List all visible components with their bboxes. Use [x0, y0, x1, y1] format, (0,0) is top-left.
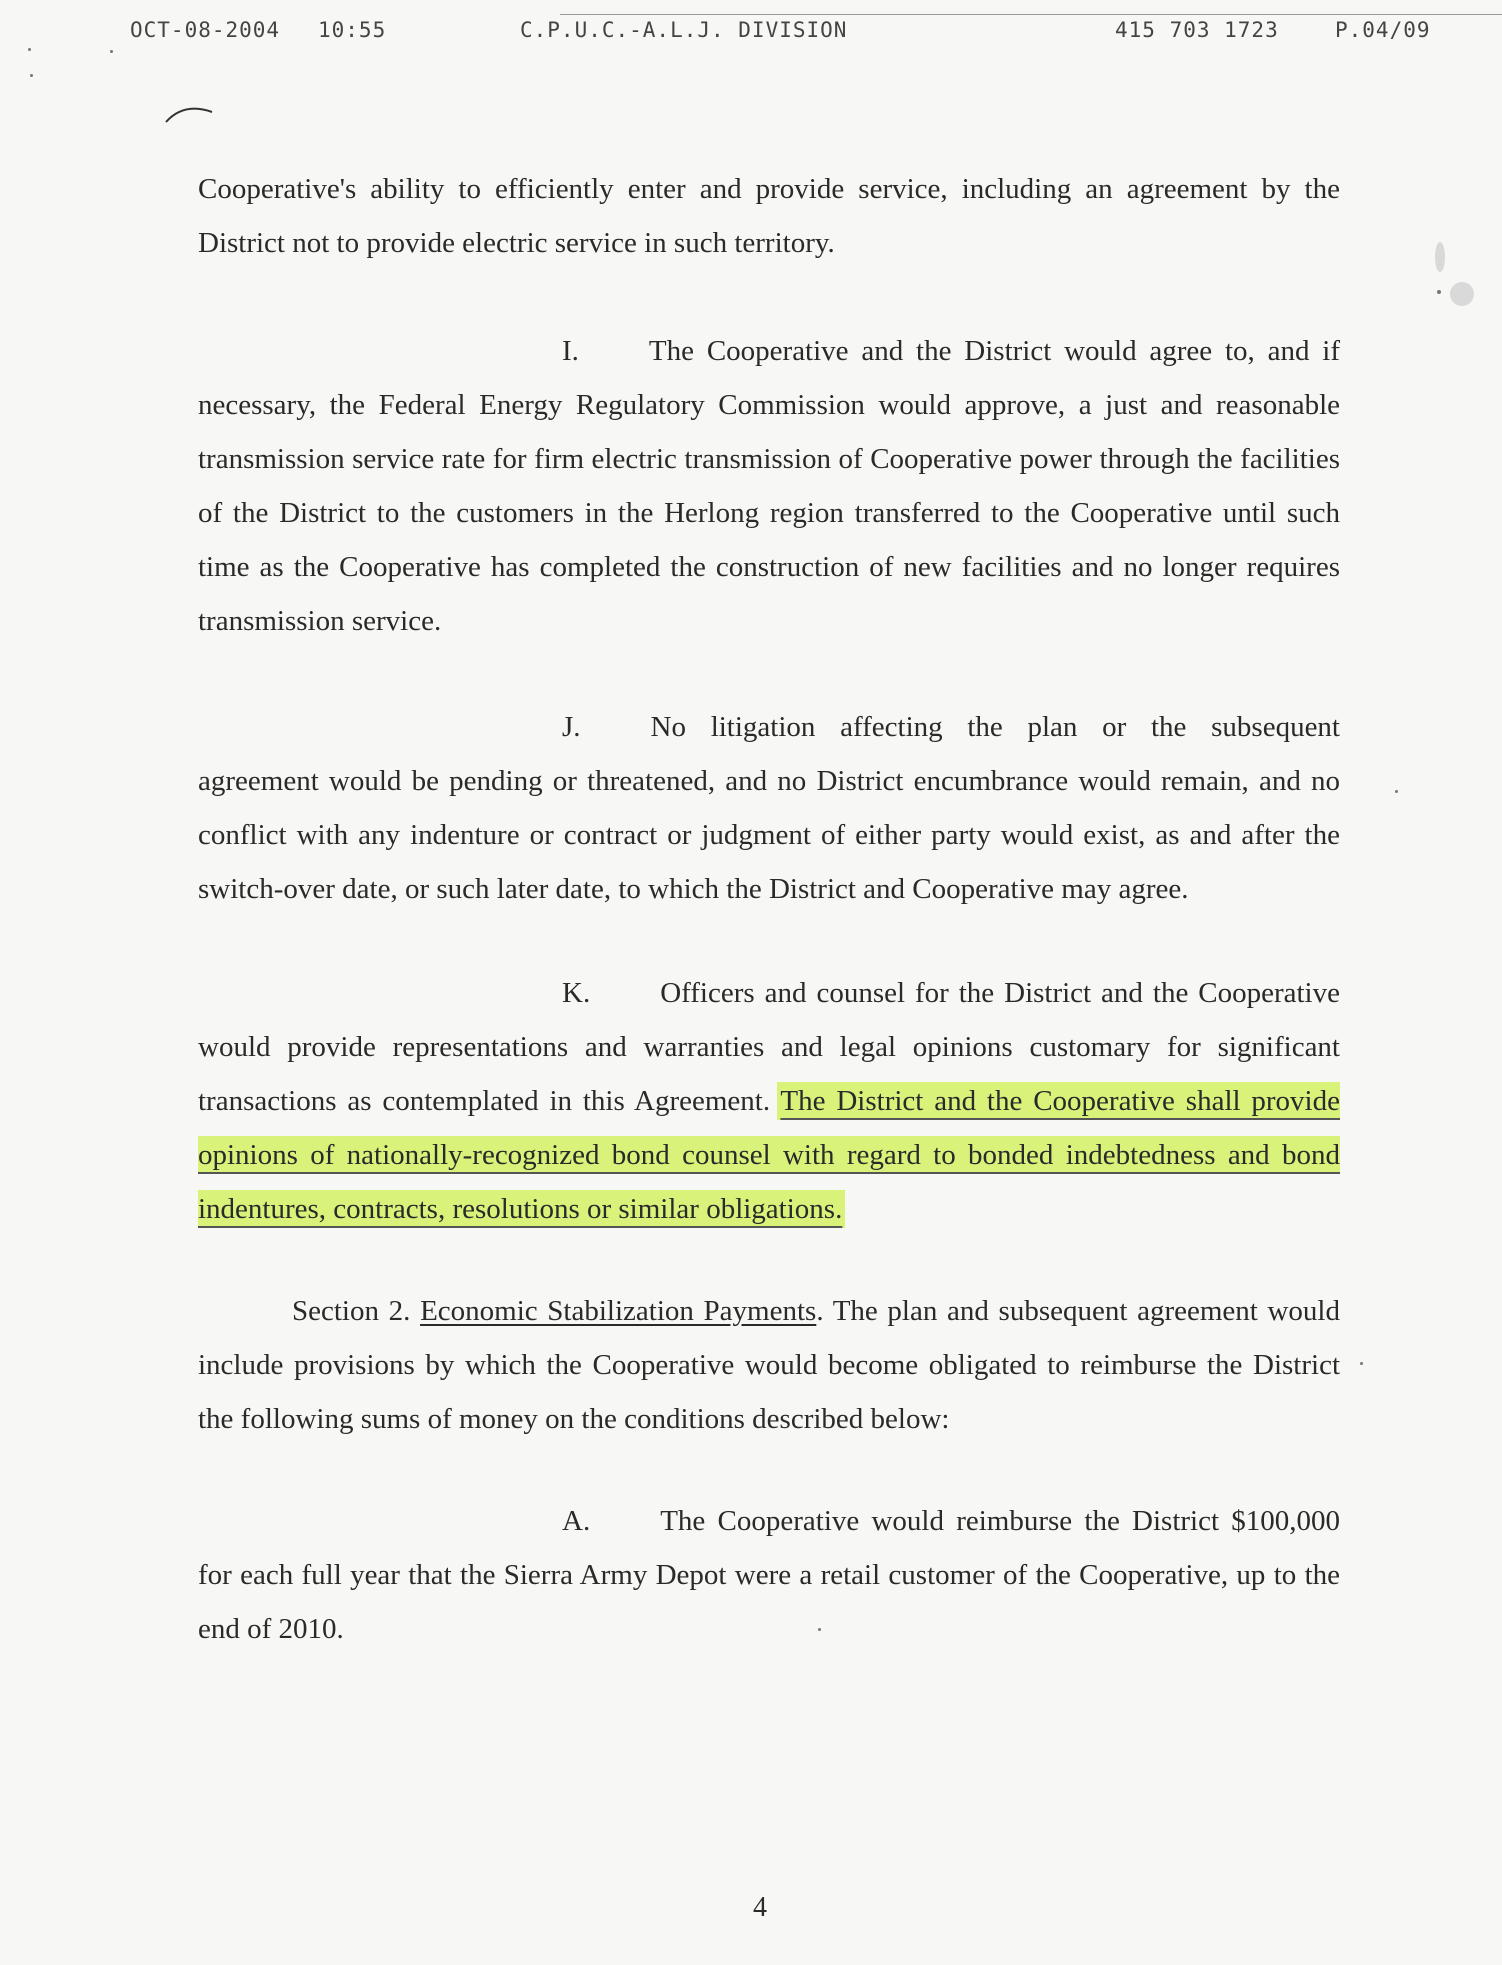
item-text: The Cooperative would reimburse the District $100,000 for each full year that the Sierra Army Depot were a retail customer of the Cooperative, up to the end of 2010.	[198, 1505, 1340, 1645]
section-heading: Economic Stabilization Payments	[420, 1295, 817, 1327]
fax-sender: C.P.U.C.-A.L.J. DIVISION	[520, 18, 848, 42]
item-text: The Cooperative and the District would agree to, and if necessary, the Federal Energy Regulatory Commission would approve, a just and reasonable transmission service rate for firm electric transmission of Cooperative power through the facilities of the District to the customers in the Herlong region transferred to the Cooperative until such time as the Cooperative has completed the construction of new facilities and no longer requires transmission service.	[198, 335, 1340, 637]
paragraph-section-2	[198, 1284, 1340, 1446]
fax-header-rule	[560, 14, 1502, 15]
section-text: . The plan and subsequent agreement would include provisions by which the Cooperative would become obligated to reimburse the District the following sums of money on the conditions described below:	[198, 1295, 1340, 1435]
scan-smudge	[1435, 242, 1445, 272]
paragraph-item-k	[198, 966, 1340, 1236]
scan-speck	[110, 50, 113, 53]
scan-speck	[30, 74, 33, 77]
item-label: A.	[562, 1505, 591, 1537]
fax-header	[0, 14, 1502, 44]
scan-smudge	[1450, 282, 1474, 306]
section-number: Section 2.	[292, 1295, 411, 1327]
paragraph-item-i	[198, 324, 1340, 648]
fax-page-count: P.04/09	[1335, 18, 1431, 42]
page-number: 4	[753, 1892, 767, 1923]
item-label: J.	[562, 711, 581, 743]
corner-pen-mark	[160, 98, 220, 128]
fax-phone: 415 703 1723	[1115, 18, 1279, 42]
fax-date: OCT-08-2004	[130, 18, 281, 42]
item-label: K.	[562, 977, 591, 1009]
paragraph-item-j	[198, 700, 1340, 916]
scan-speck	[1360, 1362, 1363, 1365]
item-text: No litigation affecting the plan or the subsequent agreement would be pending or threatened, and no District encumbrance would remain, and no conflict with any indenture or contract or judgment of either party would exist, as and after the switch-over date, or such later date, to which the District and Cooperative may agree.	[198, 711, 1340, 905]
scan-speck	[28, 48, 31, 51]
item-label: I.	[562, 335, 579, 367]
item-text: Officers and counsel for the District and the Cooperative would provide representations and warranties and legal opinions customary for significant transactions as contemplated in this Agreement.	[198, 977, 1340, 1117]
paragraph-continuation: Cooperative's ability to efficiently enter and provide service, including an agreement by the District not to provide electric service in such territory.	[198, 173, 1340, 259]
paragraph-item-a	[198, 1494, 1340, 1656]
scan-speck	[1395, 790, 1398, 793]
scan-speck	[818, 1628, 821, 1631]
fax-time: 10:55	[318, 18, 387, 42]
scan-speck	[1437, 290, 1441, 294]
highlighted-sentence: The District and the Cooperative shall provide opinions of nationally-recognized bond counsel with regard to bonded indebtedness and bond indentures, contracts, resolutions or similar obligations.	[198, 1085, 1340, 1225]
